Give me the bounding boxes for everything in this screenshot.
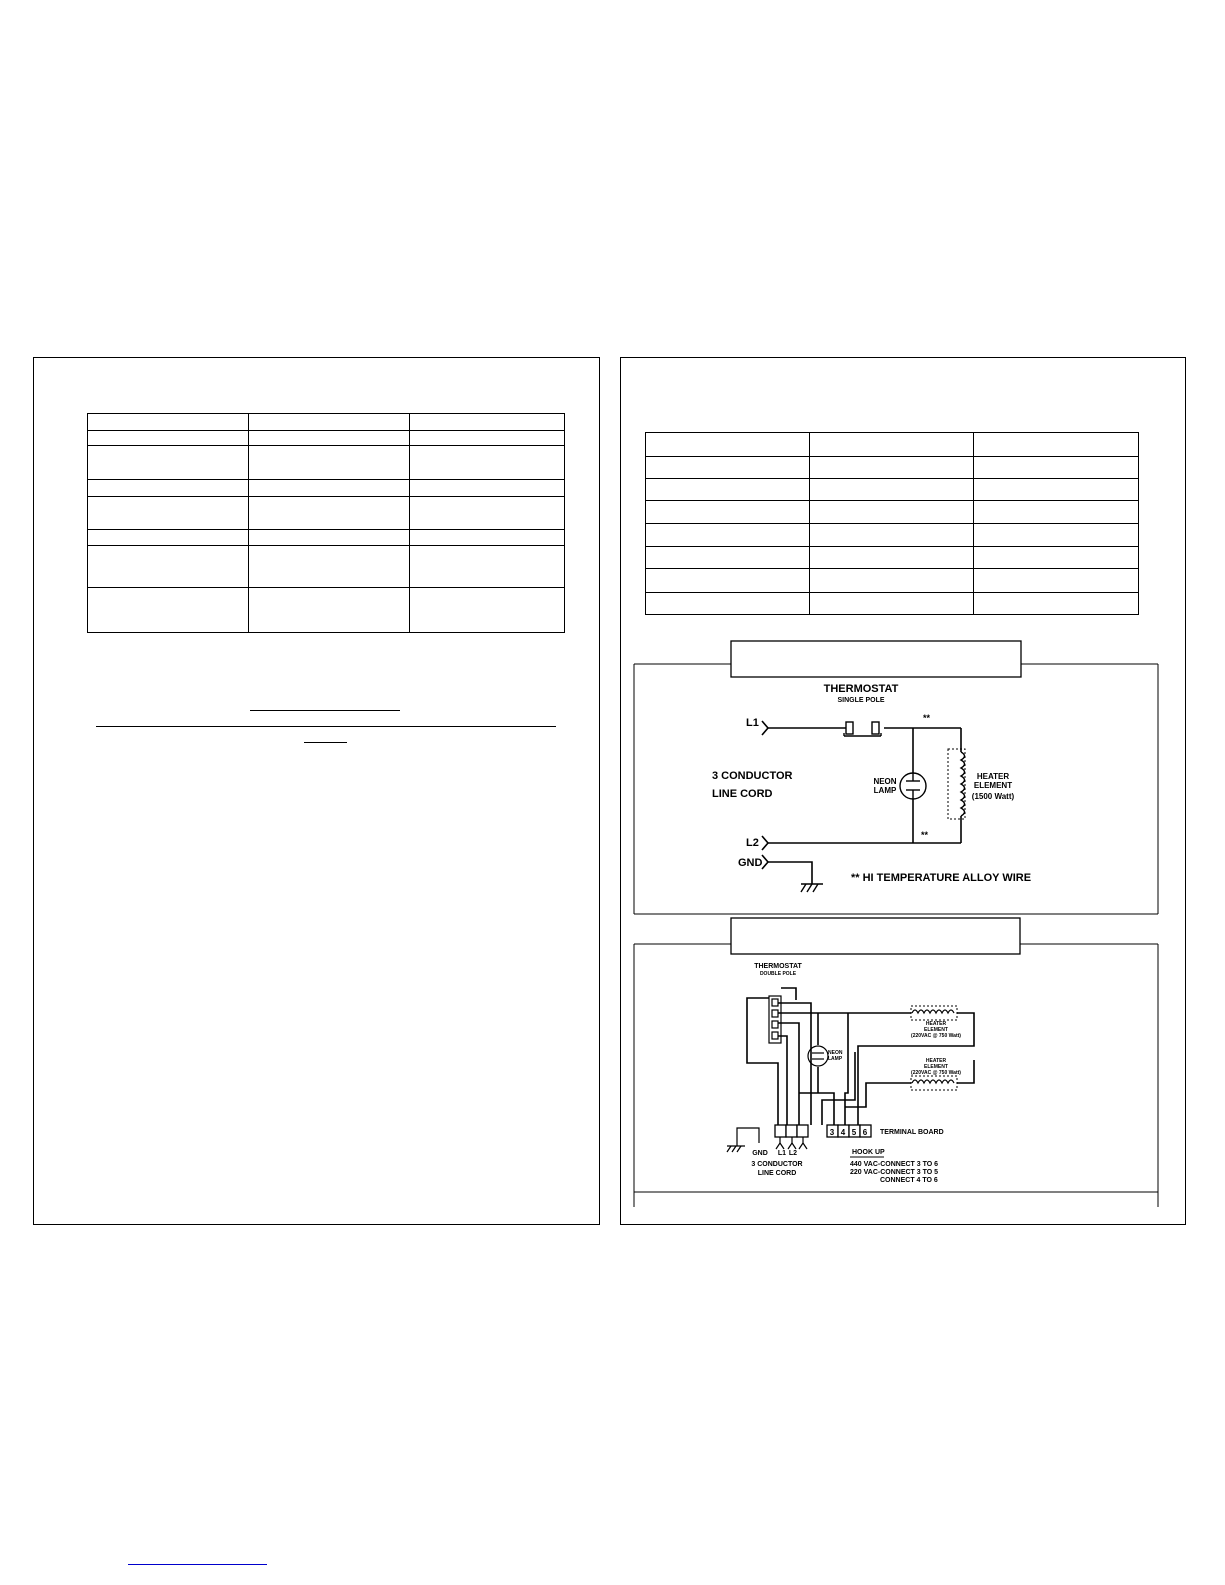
wire (822, 1052, 855, 1125)
l2-label: L2 (788, 1150, 798, 1157)
heater-element-a-icon (911, 1006, 957, 1020)
neon-lamp-label-line2: LAMP (873, 786, 897, 795)
gnd-label: GND (738, 857, 763, 869)
heater-label-line3: (1500 Watt) (971, 792, 1015, 801)
wire (858, 1013, 974, 1125)
hookup-220: 220 VAC-CONNECT 3 TO 5 (850, 1169, 939, 1176)
terminal-board-icon (775, 1125, 871, 1137)
wire (781, 988, 796, 1000)
thermostat-label: THERMOSTAT (823, 683, 899, 695)
terminal-5-label: 5 (851, 1128, 857, 1137)
heater-label-line2: ELEMENT (973, 781, 1013, 790)
thermostat-type-label: SINGLE POLE (837, 697, 885, 704)
neon-lamp-label-line2: LAMP (828, 1056, 843, 1062)
ground-icon (727, 1146, 745, 1152)
wire (778, 1036, 787, 1125)
cord-label-line2: LINE CORD (712, 788, 773, 800)
alloy-marker-bottom: ** (921, 830, 929, 840)
cord-label-line1: 3 CONDUCTOR (751, 1161, 803, 1168)
heater-b-label-line3: (220VAC @ 750 Watt) (911, 1070, 961, 1076)
alloy-marker-top: ** (923, 713, 931, 723)
heater-b-label-line1: HEATER (925, 1058, 947, 1064)
thermostat-label: THERMOSTAT (754, 963, 802, 970)
diagram-title-box (731, 918, 1020, 954)
l1-label: L1 (746, 717, 759, 729)
terminal-4-label: 4 (840, 1128, 846, 1137)
wire (845, 1013, 848, 1125)
cord-label-line2: LINE CORD (757, 1170, 797, 1177)
cord-label-line1: 3 CONDUCTOR (712, 770, 793, 782)
terminal-board-label: TERMINAL BOARD (880, 1129, 944, 1136)
gnd-label: GND (752, 1150, 768, 1157)
heater-b-label-line2: ELEMENT (924, 1064, 948, 1070)
heater-a-label-line3: (220VAC @ 750 Watt) (911, 1033, 961, 1039)
heater-element-b-icon (911, 1076, 957, 1090)
neon-lamp-label-line1: NEON (828, 1050, 843, 1056)
neon-lamp-label-line1: NEON (873, 777, 897, 786)
wire (799, 1093, 834, 1125)
footer-link[interactable] (128, 1552, 267, 1565)
heater-a-label-line2: ELEMENT (924, 1027, 948, 1033)
hookup-220-b: CONNECT 4 TO 6 (880, 1177, 938, 1184)
l1-label: L1 (777, 1150, 787, 1157)
terminal-3-label: 3 (829, 1128, 835, 1137)
heater-label-line1: HEATER (976, 772, 1010, 781)
terminal-6-label: 6 (862, 1128, 868, 1137)
l2-label: L2 (746, 837, 759, 849)
wire (778, 1003, 811, 1125)
hookup-440: 440 VAC-CONNECT 3 TO 6 (850, 1161, 939, 1168)
thermostat-type-label: DOUBLE POLE (759, 971, 797, 977)
heater-a-label-line1: HEATER (925, 1021, 947, 1027)
hookup-title: HOOK UP (852, 1149, 885, 1156)
alloy-wire-note: ** HI TEMPERATURE ALLOY WIRE (851, 872, 1032, 884)
